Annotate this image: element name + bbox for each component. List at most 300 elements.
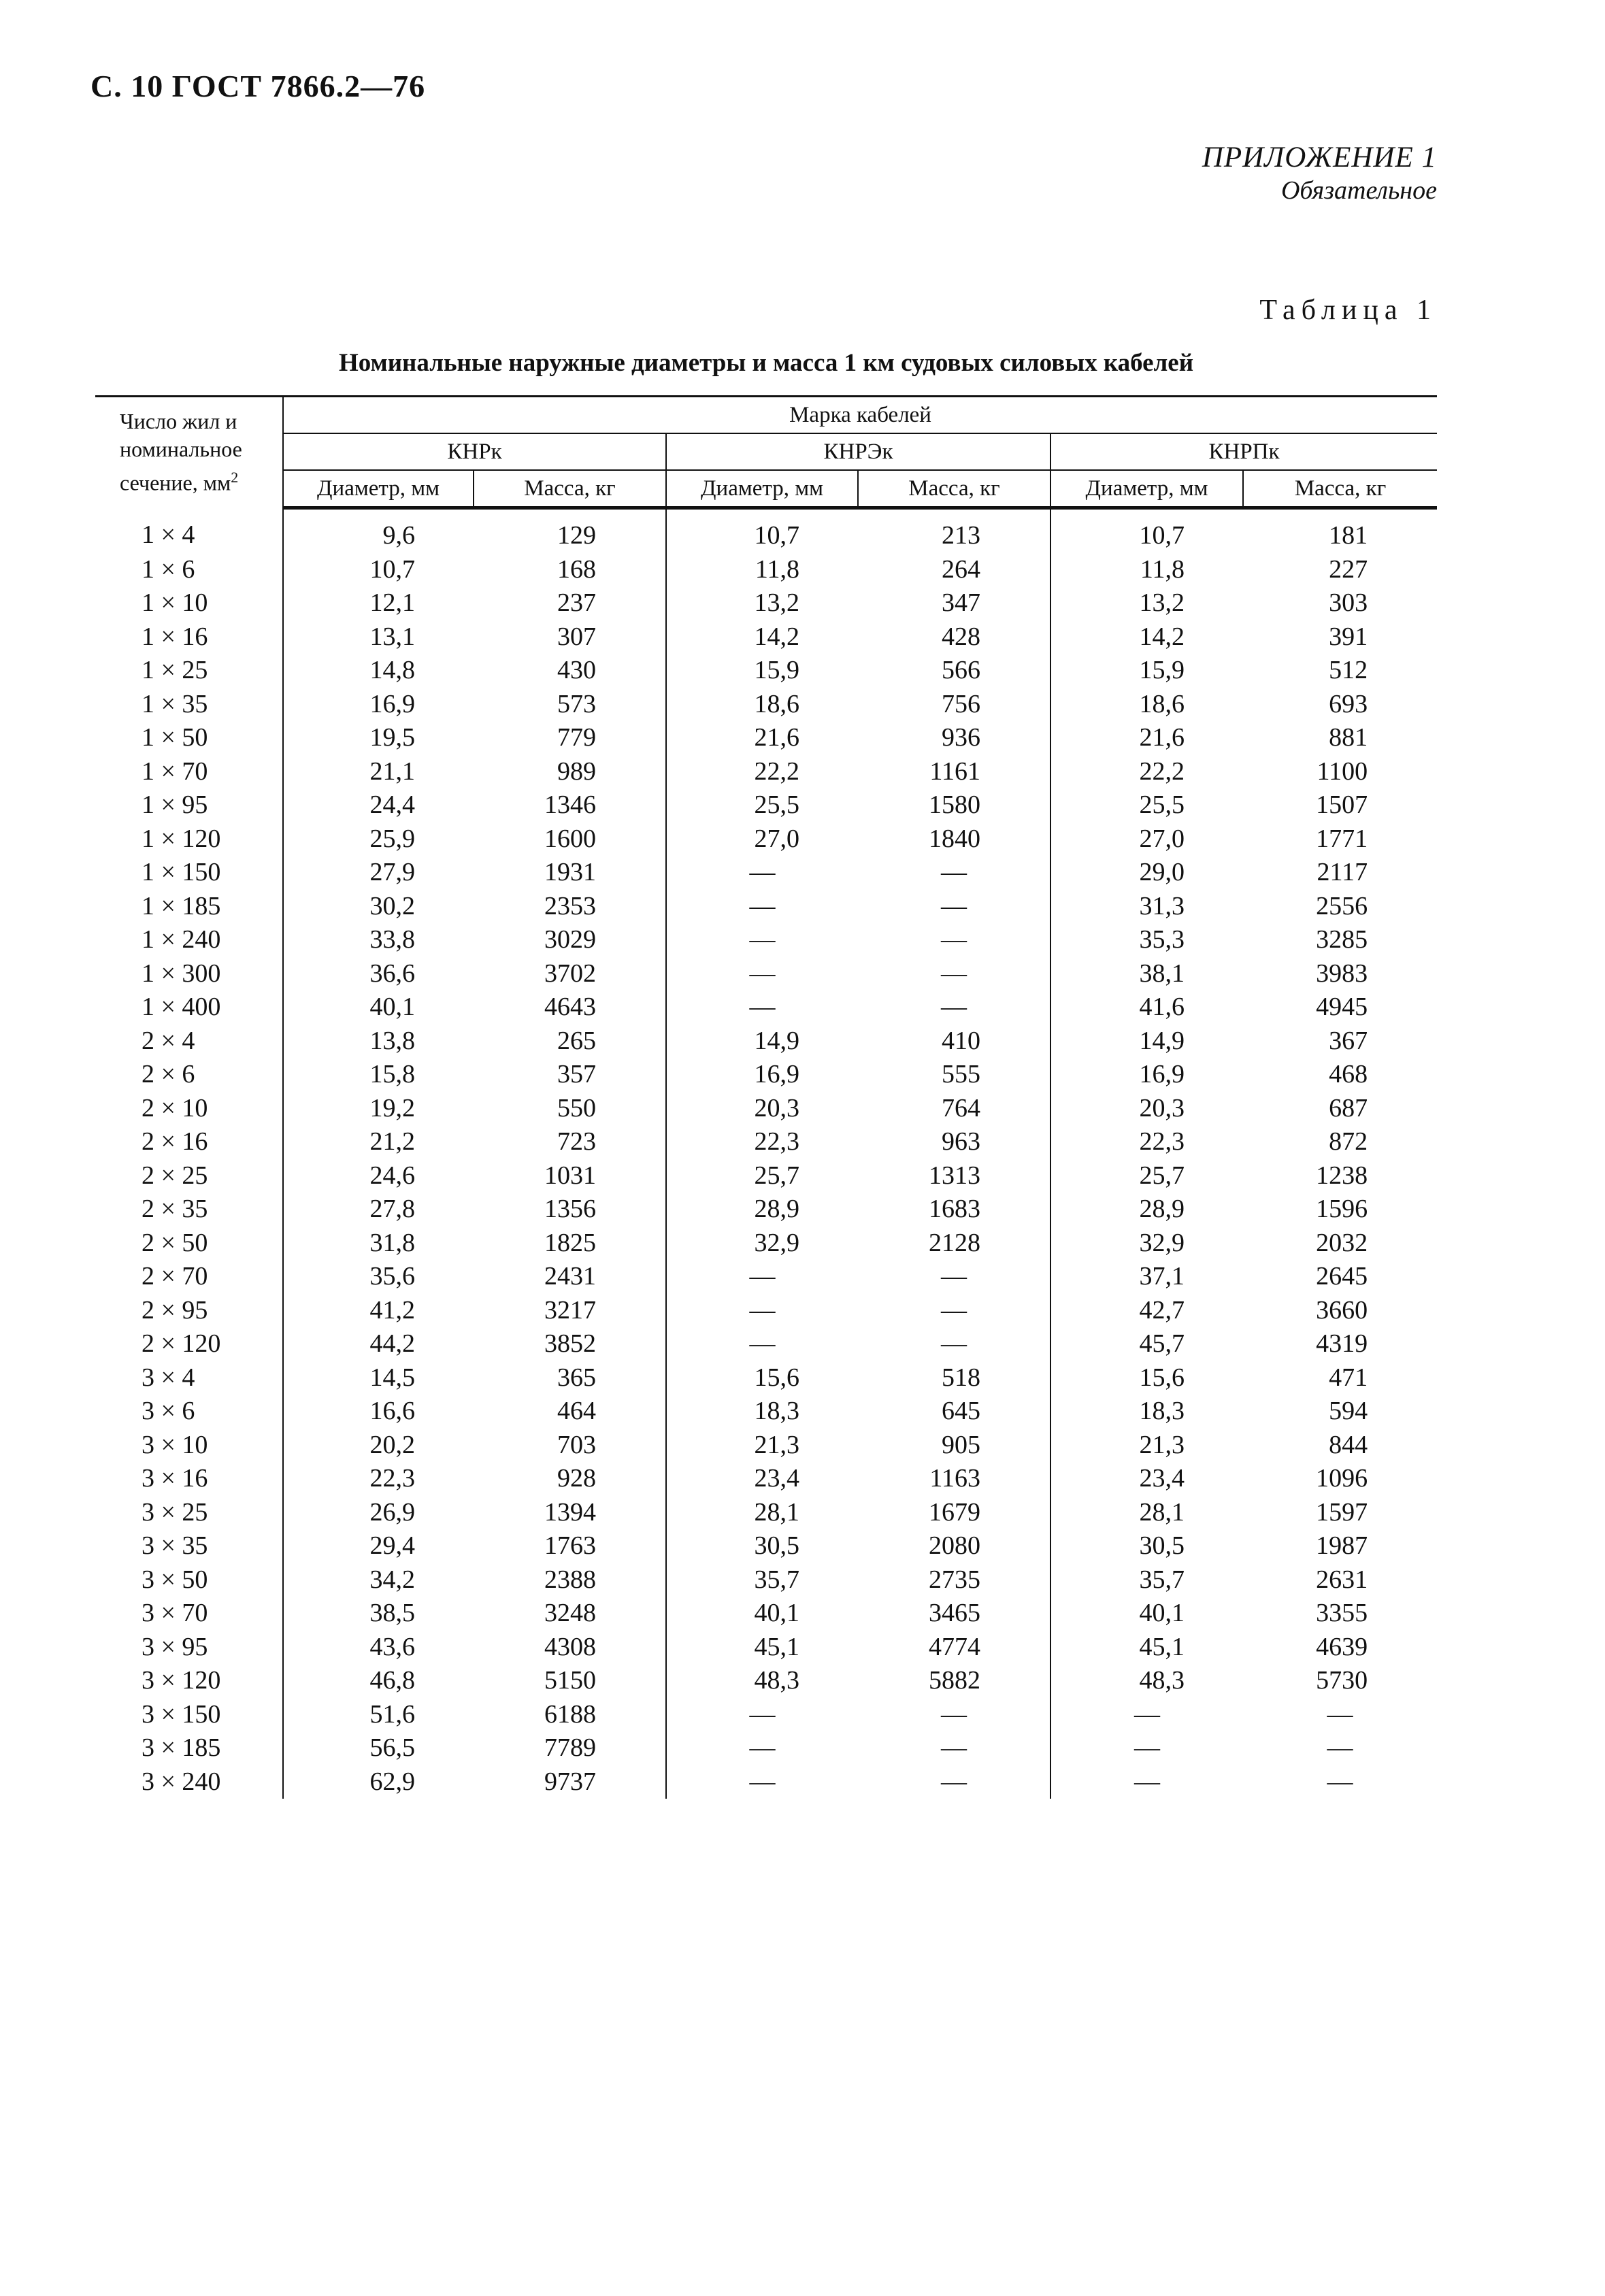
table-row [95,856,1437,890]
cell-knrk-mass: 2353 [544,891,596,920]
cell-knrk-diameter: 22,3 [369,1464,415,1493]
cell-knrpk-diameter: 11,8 [1050,553,1243,587]
cell-knrpk-diameter: — [1050,1731,1243,1765]
cell-section: 1 × 240 [95,923,283,957]
cell-section: 1 × 120 [95,822,283,856]
cell-knrpk-diameter: 16,9 [1050,1058,1243,1092]
cell-knrk-mass: 1394 [544,1497,596,1527]
cell-knrk-mass: 1356 [544,1195,596,1223]
cell-knrpk-mass: 1596 [1316,1195,1368,1223]
cell-knrek-mass: 756 [942,689,980,718]
cell-knrek-mass: — [941,993,967,1021]
cell-knrk-diameter: 27,8 [369,1195,415,1223]
cell-knrpk-diameter: 21,3 [1050,1429,1243,1463]
cell-knrek-mass: 1163 [929,1464,980,1493]
cell-knrk-diameter: 43,6 [369,1632,415,1661]
cell-knrek-mass: 1580 [929,791,980,819]
cell-knrpk-mass: 2032 [1316,1228,1368,1257]
cell-knrpk-mass: 2117 [1317,858,1368,886]
table-row [95,1529,1437,1563]
cell-knrpk-mass: 1507 [1316,791,1368,819]
cell-knrk-diameter: 19,2 [369,1093,415,1122]
cell-knrk-mass: 703 [557,1430,596,1459]
cell-knrek-diameter: — [666,1765,858,1799]
cell-knrpk-diameter: 25,5 [1050,788,1243,822]
mass-header: Масса, кг [474,470,666,508]
cell-knrpk-mass: 391 [1329,622,1368,651]
cell-section: 1 × 25 [95,654,283,688]
cell-knrk-mass: 307 [557,622,596,651]
cell-knrpk-mass: 4945 [1316,993,1368,1021]
cell-knrpk-mass: 1987 [1316,1531,1368,1560]
cell-knrk-mass: 129 [557,521,596,550]
cell-knrek-diameter: 22,2 [666,755,858,789]
cell-knrek-mass: 1840 [929,824,980,853]
cell-knrk-diameter: 33,8 [369,925,415,954]
cell-knrek-diameter: 35,7 [666,1563,858,1597]
cell-knrk-mass: 464 [557,1397,596,1425]
cell-knrpk-mass: 2645 [1316,1262,1368,1291]
cell-section: 1 × 95 [95,788,283,822]
cell-knrpk-diameter: 14,9 [1050,1025,1243,1059]
cell-knrek-mass: — [941,1767,967,1796]
cell-knrpk-diameter: 21,6 [1050,721,1243,755]
cell-section: 3 × 16 [95,1462,283,1496]
cell-knrpk-diameter: — [1050,1698,1243,1732]
cell-section: 1 × 6 [95,553,283,587]
table-label: Таблица 1 [1259,295,1437,326]
cell-knrk-mass: 237 [557,588,596,617]
table-row [95,1294,1437,1328]
table-title: Номинальные наружные диаметры и масса 1 км судовых силовых кабелей [338,349,1194,377]
cell-knrpk-mass: 512 [1329,656,1368,684]
cell-section: 2 × 50 [95,1227,283,1261]
cell-knrpk-diameter: 41,6 [1050,991,1243,1025]
cell-knrk-diameter: 40,1 [369,993,415,1021]
brand-header: КНРЭк [666,433,1050,470]
cell-knrk-diameter: 41,2 [369,1295,415,1325]
cell-knrpk-mass: 844 [1329,1430,1368,1459]
cell-knrek-mass: — [941,1262,967,1291]
cell-knrek-diameter: 10,7 [666,508,858,553]
cell-knrk-mass: 2388 [544,1565,596,1594]
cell-knrpk-mass: 1096 [1316,1464,1368,1493]
cell-knrpk-diameter: 38,1 [1050,957,1243,991]
cell-knrek-mass: — [941,1329,967,1358]
cell-knrpk-diameter: 13,2 [1050,586,1243,620]
table-row [95,991,1437,1025]
table-row [95,923,1437,957]
cell-knrek-mass: 347 [942,588,980,617]
cell-knrek-diameter: 20,3 [666,1092,858,1126]
cell-knrek-diameter: — [666,991,858,1025]
cell-knrpk-diameter: 28,9 [1050,1193,1243,1227]
cell-knrek-diameter: — [666,1731,858,1765]
cell-knrpk-mass: 468 [1329,1060,1368,1088]
cell-knrpk-mass: 1597 [1316,1497,1368,1527]
cell-knrek-diameter: — [666,923,858,957]
table-row [95,1429,1437,1463]
cell-section: 1 × 50 [95,721,283,755]
cell-knrek-mass: — [941,1733,967,1762]
cell-knrk-diameter: 19,5 [369,723,415,752]
cell-knrk-diameter: 14,8 [369,656,415,684]
cell-knrpk-mass: — [1327,1699,1353,1729]
cell-knrek-mass: 518 [942,1363,980,1392]
table-row [95,1395,1437,1429]
cell-knrk-mass: 573 [557,689,596,718]
table-row [95,1698,1437,1732]
cell-section: 2 × 70 [95,1260,283,1294]
table-row [95,822,1437,856]
cell-knrek-mass: 764 [942,1093,980,1122]
cell-knrek-mass: 2128 [929,1228,980,1257]
cell-knrk-diameter: 46,8 [369,1666,415,1695]
table-row [95,721,1437,755]
cell-knrk-mass: 430 [557,656,596,684]
cell-section: 3 × 50 [95,1563,283,1597]
cell-section: 2 × 120 [95,1327,283,1361]
cell-knrk-mass: 357 [557,1060,596,1088]
cell-knrpk-mass: 594 [1329,1397,1368,1425]
table-row [95,1025,1437,1059]
cell-knrek-diameter: 21,6 [666,721,858,755]
cell-knrk-diameter: 25,9 [369,824,415,853]
cell-knrek-diameter: 27,0 [666,822,858,856]
cell-section: 1 × 300 [95,957,283,991]
cell-knrpk-diameter: 42,7 [1050,1294,1243,1328]
cell-knrpk-mass: 3983 [1316,959,1368,988]
cell-knrek-mass: — [941,959,967,988]
group-header: Марка кабелей [283,397,1437,434]
page-header: С. 10 ГОСТ 7866.2—76 [90,69,426,103]
cell-knrk-diameter: 62,9 [369,1767,415,1796]
cell-knrk-mass: 1346 [544,791,596,819]
table-row [95,1631,1437,1665]
cell-knrk-diameter: 35,6 [369,1262,415,1291]
cell-knrk-diameter: 13,8 [369,1026,415,1055]
cell-knrek-diameter: 18,3 [666,1395,858,1429]
cell-knrek-diameter: 48,3 [666,1664,858,1698]
cell-knrek-diameter: 15,9 [666,654,858,688]
cell-knrk-mass: 365 [557,1363,596,1392]
cell-knrpk-diameter: — [1050,1765,1243,1799]
table-row [95,1058,1437,1092]
cell-knrek-mass: 566 [942,656,980,684]
cell-section: 3 × 35 [95,1529,283,1563]
cell-knrek-diameter: 15,6 [666,1361,858,1395]
cell-knrk-mass: 928 [557,1464,596,1493]
table-row [95,654,1437,688]
cell-knrpk-diameter: 27,0 [1050,822,1243,856]
cell-knrek-diameter: 11,8 [666,553,858,587]
brand-header: КНРк [283,433,666,470]
cell-knrpk-mass: 4319 [1316,1329,1368,1358]
cell-knrk-diameter: 51,6 [369,1699,415,1729]
cell-section: 1 × 35 [95,688,283,722]
cell-knrk-mass: 1825 [544,1228,596,1257]
cell-knrpk-diameter: 48,3 [1050,1664,1243,1698]
col-header-section [95,397,283,508]
cell-knrek-mass: 963 [942,1127,980,1156]
cell-knrpk-diameter: 45,1 [1050,1631,1243,1665]
cell-section: 2 × 10 [95,1092,283,1126]
cell-knrpk-diameter: 23,4 [1050,1462,1243,1496]
cell-knrpk-diameter: 15,9 [1050,654,1243,688]
cell-section: 3 × 6 [95,1395,283,1429]
col-header-section-text: Число жил и номинальное сечение, мм [120,409,242,496]
cell-knrpk-mass: 1771 [1316,824,1368,853]
cell-knrpk-diameter: 31,3 [1050,890,1243,924]
cell-section: 3 × 185 [95,1731,283,1765]
cell-knrk-diameter: 24,4 [369,791,415,819]
cell-knrpk-mass: 3285 [1316,925,1368,954]
cell-knrek-diameter: 13,2 [666,586,858,620]
cell-knrpk-diameter: 20,3 [1050,1092,1243,1126]
cell-knrk-mass: 989 [557,756,596,786]
cell-knrk-diameter: 14,5 [369,1363,415,1392]
cell-knrk-mass: 550 [557,1093,596,1122]
cell-section: 3 × 10 [95,1429,283,1463]
cell-knrk-diameter: 20,2 [369,1430,415,1459]
cell-knrk-mass: 9737 [544,1767,596,1796]
table-row [95,1159,1437,1193]
cell-knrpk-mass: 1238 [1316,1161,1368,1190]
cell-knrpk-mass: 471 [1329,1363,1368,1392]
cell-knrk-diameter: 24,6 [369,1161,415,1190]
cell-knrek-diameter: — [666,856,858,890]
diameter-header: Диаметр, мм [1050,470,1243,508]
cell-knrek-mass: 905 [942,1430,980,1459]
cell-knrk-mass: 168 [557,554,596,584]
table-body [95,508,1437,1799]
cell-knrk-diameter: 34,2 [369,1565,415,1594]
cell-knrk-diameter: 27,9 [369,858,415,886]
cell-knrpk-diameter: 18,6 [1050,688,1243,722]
cell-knrk-mass: 3217 [544,1295,596,1325]
cell-section: 2 × 6 [95,1058,283,1092]
brand-header: КНРПк [1050,433,1437,470]
diameter-header: Диаметр, мм [283,470,474,508]
cell-section: 2 × 4 [95,1025,283,1059]
cell-knrek-mass: 1313 [929,1161,980,1190]
cell-knrpk-mass: 3660 [1316,1295,1368,1325]
cell-knrpk-diameter: 28,1 [1050,1496,1243,1530]
cell-knrk-mass: 3029 [544,925,596,954]
diameter-header: Диаметр, мм [666,470,858,508]
cell-knrk-mass: 1763 [544,1531,596,1560]
cell-knrek-diameter: 28,9 [666,1193,858,1227]
cell-knrpk-diameter: 37,1 [1050,1260,1243,1294]
table-row [95,586,1437,620]
cell-knrpk-diameter: 30,5 [1050,1529,1243,1563]
cell-knrek-mass: — [941,891,967,920]
cell-knrek-diameter: 45,1 [666,1631,858,1665]
table-row [95,1361,1437,1395]
cell-knrk-diameter: 16,6 [369,1397,415,1425]
cell-knrek-diameter: 16,9 [666,1058,858,1092]
cell-section: 3 × 120 [95,1664,283,1698]
cell-knrk-mass: 3702 [544,959,596,988]
cell-knrpk-diameter: 45,7 [1050,1327,1243,1361]
cell-knrek-mass: 1161 [929,756,980,786]
cell-knrk-mass: 1600 [544,824,596,853]
cell-knrk-mass: 4643 [544,993,596,1021]
cell-knrk-diameter: 29,4 [369,1531,415,1560]
table-row [95,1597,1437,1631]
cell-knrek-mass: 428 [942,622,980,651]
cell-knrek-mass: 264 [942,554,980,584]
cell-knrpk-diameter: 29,0 [1050,856,1243,890]
cell-knrek-diameter: 21,3 [666,1429,858,1463]
cell-section: 1 × 70 [95,755,283,789]
cell-knrek-mass: 2735 [929,1565,980,1594]
cell-knrk-diameter: 21,2 [369,1127,415,1156]
table-row [95,1462,1437,1496]
table-row [95,1731,1437,1765]
table-row [95,1563,1437,1597]
cell-knrpk-diameter: 22,3 [1050,1125,1243,1159]
appendix-block [1202,142,1437,207]
cell-knrpk-mass: 2556 [1316,891,1368,920]
cell-knrk-diameter: 15,8 [369,1060,415,1088]
cell-knrek-mass: — [941,1699,967,1729]
cell-knrk-mass: 7789 [544,1733,596,1762]
cell-knrk-mass: 1931 [544,858,596,886]
cell-knrpk-mass: 367 [1329,1026,1368,1055]
cell-knrpk-mass: — [1327,1733,1353,1762]
cell-knrek-mass: — [941,858,967,886]
table-row [95,957,1437,991]
cell-knrpk-diameter: 14,2 [1050,620,1243,654]
cell-knrek-mass: 213 [942,521,980,550]
cell-knrpk-mass: 1100 [1317,756,1368,786]
cell-knrek-diameter: 40,1 [666,1597,858,1631]
cell-knrek-mass: 1683 [929,1195,980,1223]
cell-knrpk-diameter: 35,3 [1050,923,1243,957]
cell-knrpk-mass: 2631 [1316,1565,1368,1594]
cell-knrek-diameter: — [666,957,858,991]
cell-knrek-mass: 3465 [929,1599,980,1627]
cell-section: 3 × 70 [95,1597,283,1631]
cell-knrk-diameter: 13,1 [369,622,415,651]
cell-knrk-mass: 3852 [544,1329,596,1358]
cell-knrek-diameter: 14,2 [666,620,858,654]
cell-section: 2 × 35 [95,1193,283,1227]
cell-knrpk-diameter: 18,3 [1050,1395,1243,1429]
cell-knrek-mass: — [941,925,967,954]
cell-knrpk-diameter: 25,7 [1050,1159,1243,1193]
cell-knrek-mass: 4774 [929,1632,980,1661]
cell-knrk-diameter: 38,5 [369,1599,415,1627]
cell-knrek-mass: 1679 [929,1497,980,1527]
cell-knrpk-mass: 687 [1329,1093,1368,1122]
cell-knrk-mass: 265 [557,1026,596,1055]
cell-knrpk-diameter: 40,1 [1050,1597,1243,1631]
cell-section: 1 × 10 [95,586,283,620]
cell-section: 3 × 25 [95,1496,283,1530]
cell-knrk-mass: 6188 [544,1699,596,1729]
cell-knrpk-mass: 4639 [1316,1632,1368,1661]
table-row [95,688,1437,722]
cell-knrpk-mass: 3355 [1316,1599,1368,1627]
cable-table [95,395,1437,1799]
table-row [95,508,1437,553]
cell-section: 3 × 4 [95,1361,283,1395]
table-row [95,1327,1437,1361]
cell-knrpk-mass: — [1327,1767,1353,1796]
cell-knrk-diameter: 26,9 [369,1497,415,1527]
cell-knrk-diameter: 10,7 [369,554,415,584]
cell-knrk-mass: 2431 [544,1262,596,1291]
cell-knrek-mass: — [941,1295,967,1325]
cell-knrek-diameter: — [666,1294,858,1328]
cell-section: 1 × 4 [95,508,283,553]
table-row [95,1496,1437,1530]
cell-knrpk-mass: 693 [1329,689,1368,718]
cell-knrk-mass: 3248 [544,1599,596,1627]
cell-knrek-mass: 5882 [929,1666,980,1695]
cell-knrpk-diameter: 35,7 [1050,1563,1243,1597]
cell-knrk-mass: 723 [557,1127,596,1156]
cell-knrek-diameter: 25,5 [666,788,858,822]
cell-section: 1 × 185 [95,890,283,924]
cell-knrek-diameter: — [666,1260,858,1294]
cell-knrek-mass: 645 [942,1397,980,1425]
table-row [95,1260,1437,1294]
cell-knrek-diameter: — [666,1698,858,1732]
cell-section: 3 × 95 [95,1631,283,1665]
cell-section: 1 × 16 [95,620,283,654]
cell-knrpk-mass: 872 [1329,1127,1368,1156]
table-row [95,755,1437,789]
cell-section: 3 × 240 [95,1765,283,1799]
cell-knrk-diameter: 12,1 [369,588,415,617]
cell-knrpk-mass: 181 [1329,521,1368,550]
cell-knrk-diameter: 9,6 [382,521,415,550]
cell-knrpk-mass: 227 [1329,554,1368,584]
cell-section: 2 × 95 [95,1294,283,1328]
cell-knrpk-diameter: 32,9 [1050,1227,1243,1261]
cell-knrk-mass: 5150 [544,1666,596,1695]
cell-knrk-diameter: 30,2 [369,891,415,920]
mass-header: Масса, кг [1243,470,1437,508]
cell-knrpk-mass: 5730 [1316,1666,1368,1695]
cell-knrpk-diameter: 15,6 [1050,1361,1243,1395]
cell-knrek-diameter: — [666,1327,858,1361]
cell-section: 1 × 150 [95,856,283,890]
cell-knrk-mass: 779 [557,723,596,752]
cell-knrek-mass: 936 [942,723,980,752]
cell-section: 2 × 16 [95,1125,283,1159]
cell-knrek-diameter: 30,5 [666,1529,858,1563]
cell-knrpk-mass: 881 [1329,723,1368,752]
cell-knrek-diameter: 23,4 [666,1462,858,1496]
cell-knrek-diameter: 32,9 [666,1227,858,1261]
appendix-status: Обязательное [1280,176,1437,205]
cell-knrek-diameter: 14,9 [666,1025,858,1059]
cell-knrk-mass: 1031 [544,1161,596,1190]
mass-header: Масса, кг [858,470,1050,508]
cell-knrek-diameter: 25,7 [666,1159,858,1193]
cell-knrek-diameter: 28,1 [666,1496,858,1530]
cell-knrk-mass: 4308 [544,1632,596,1661]
cell-knrpk-mass: 303 [1329,588,1368,617]
cell-knrek-diameter: 22,3 [666,1125,858,1159]
cell-knrek-mass: 410 [942,1026,980,1055]
table-row [95,1125,1437,1159]
cell-section: 1 × 400 [95,991,283,1025]
